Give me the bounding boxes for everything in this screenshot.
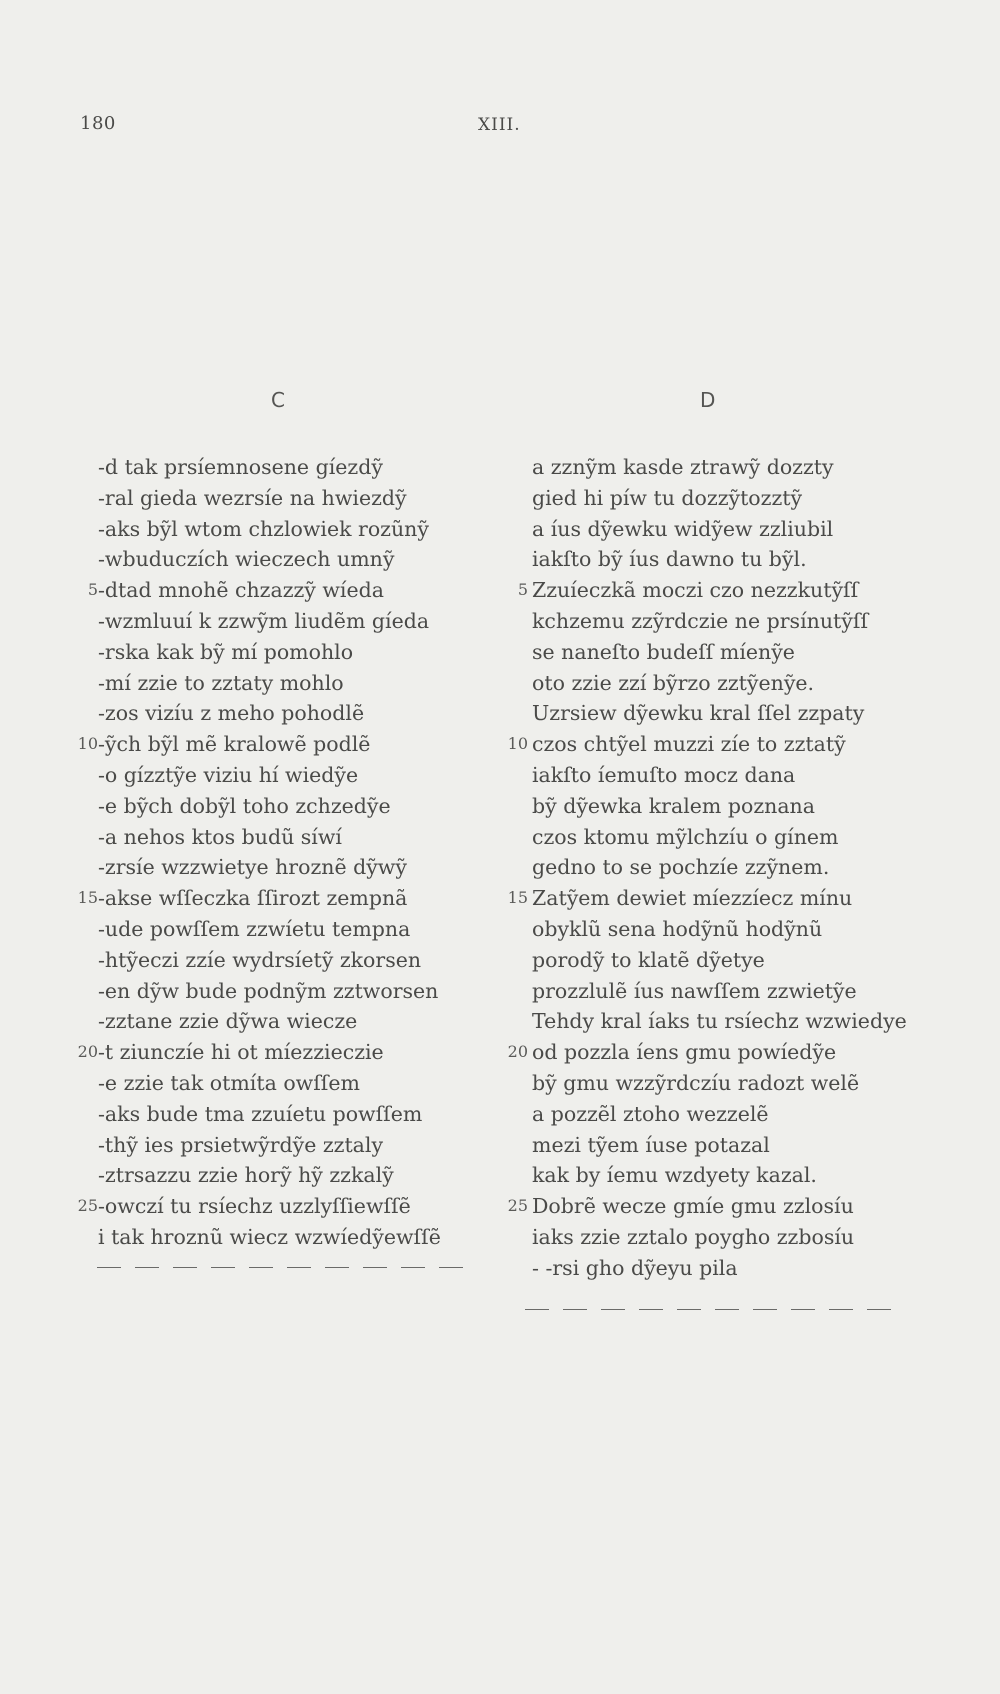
verse-line xyxy=(60,1099,480,1130)
verse-text: czos ktomu mỹlchzíu o gínem xyxy=(532,824,839,849)
verse-line xyxy=(60,852,480,883)
verse-line xyxy=(60,698,480,729)
verse-text: -en dỹw bude podnỹm zztworsen xyxy=(98,978,439,1003)
verse-text: -zrsíe wzzwietye hroznẽ dỹwỹ xyxy=(98,855,407,880)
verse-line xyxy=(500,575,920,606)
verse-text: -wzmluuí k zzwỹm liudẽm gíeda xyxy=(98,608,430,633)
verse-text: -akse wſſeczka ſſirozt zempnã xyxy=(98,886,408,911)
verse-line xyxy=(60,1191,480,1222)
verse-line xyxy=(60,514,480,545)
verse-text: -ude powſſem zzwíetu tempna xyxy=(98,916,411,941)
line-number: 20 xyxy=(77,1042,98,1062)
verse-text: -rska kak bỹ mí pomohlo xyxy=(98,639,354,664)
dash-separator-d xyxy=(525,1309,891,1310)
verse-text: obyklũ sena hodỹnũ hodỹnũ xyxy=(532,916,823,941)
verse-text: iakſto bỹ íus dawno tu bỹl. xyxy=(532,547,807,572)
verse-text: -mí zzie to zztaty mohlo xyxy=(98,670,344,695)
verse-text: Uzrsiew dỹewku kral ſſel zzpaty xyxy=(532,701,865,726)
verse-text: -zztane zzie dỹwa wiecze xyxy=(98,1009,358,1034)
verse-text: - -rsi gho dỹeyu pila xyxy=(532,1255,738,1280)
line-number: 15 xyxy=(77,888,98,908)
verse-text: -owczí tu rsíechz uzzlyſſiewſſẽ xyxy=(98,1194,411,1219)
line-number: 25 xyxy=(77,1196,98,1216)
verse-text: -thỹ ies prsietwỹrdỹe zztaly xyxy=(98,1132,384,1157)
verse-line xyxy=(60,1222,480,1253)
verse-line xyxy=(60,760,480,791)
verse-text: Dobrẽ wecze gmíe gmu zzlosíu xyxy=(532,1194,854,1219)
verse-line xyxy=(60,1160,480,1191)
line-number: 5 xyxy=(87,580,98,600)
verse-line xyxy=(500,698,920,729)
running-head: XIII. xyxy=(478,115,521,135)
verse-text: -ztrsazzu zzie horỹ hỹ zzkalỹ xyxy=(98,1163,394,1188)
verse-line xyxy=(500,668,920,699)
verse-line xyxy=(500,976,920,1007)
verse-line xyxy=(500,452,920,483)
verse-text: -zos vizíu z meho pohodlẽ xyxy=(98,701,365,726)
verse-text: -aks bỹl wtom chzlowiek rozũnỹ xyxy=(98,516,429,541)
verse-text: bỹ gmu wzzỹrdczíu radozt welẽ xyxy=(532,1070,860,1095)
verse-text: kak by íemu wzdyety kazal. xyxy=(532,1163,817,1188)
verse-text: Zatỹem dewiet míezzíecz mínu xyxy=(532,886,853,911)
verse-line xyxy=(60,575,480,606)
verse-text: porodỹ to klatẽ dỹetye xyxy=(532,947,765,972)
verse-text: -aks bude tma zzuíetu powſſem xyxy=(98,1101,423,1126)
verse-line xyxy=(60,483,480,514)
verse-line xyxy=(60,914,480,945)
verse-text: Zzuíeczkã moczi czo nezzkutỹſſ xyxy=(532,578,859,603)
verse-line xyxy=(500,1099,920,1130)
verse-line xyxy=(60,883,480,914)
verse-line xyxy=(60,1037,480,1068)
verse-text: -e bỹch dobỹl toho zchzedỹe xyxy=(98,793,391,818)
dash-separator-c xyxy=(97,1267,463,1268)
verse-text: -e zzie tak otmíta owſſem xyxy=(98,1070,360,1095)
verse-text: bỹ dỹewka kralem poznana xyxy=(532,793,815,818)
verse-line xyxy=(60,1068,480,1099)
verse-line xyxy=(500,945,920,976)
verse-line xyxy=(500,1160,920,1191)
verse-line xyxy=(500,637,920,668)
verse-line xyxy=(60,1130,480,1161)
verse-text: -ỹch bỹl mẽ kralowẽ podlẽ xyxy=(98,732,371,757)
column-heading-c: C xyxy=(271,388,285,412)
verse-line xyxy=(60,1006,480,1037)
verse-line xyxy=(500,514,920,545)
column-heading-d: D xyxy=(700,388,716,412)
verse-text: a pozzẽl ztoho wezzelẽ xyxy=(532,1101,769,1126)
verse-line xyxy=(60,606,480,637)
verse-line xyxy=(60,791,480,822)
verse-text: -a nehos ktos budũ síwí xyxy=(98,824,342,849)
verse-line xyxy=(500,729,920,760)
verse-line xyxy=(60,822,480,853)
line-number: 10 xyxy=(77,734,98,754)
verse-line xyxy=(500,883,920,914)
verse-text: -wbuduczích wieczech umnỹ xyxy=(98,547,395,572)
verse-line xyxy=(500,483,920,514)
verse-line xyxy=(500,1130,920,1161)
verse-text: -dtad mnohẽ chzazzỹ wíeda xyxy=(98,578,384,603)
verse-text: se naneſto budeſſ míenỹe xyxy=(532,639,795,664)
verse-line xyxy=(500,791,920,822)
verse-text: i tak hroznũ wiecz wzwíedỹewſſẽ xyxy=(98,1224,441,1249)
verse-line xyxy=(500,1037,920,1068)
verse-line xyxy=(500,1068,920,1099)
verse-line xyxy=(500,1222,920,1253)
verse-line xyxy=(500,852,920,883)
verse-line xyxy=(60,976,480,1007)
verse-line xyxy=(500,544,920,575)
verse-line xyxy=(60,637,480,668)
line-number: 25 xyxy=(507,1196,528,1216)
verse-text: Tehdy kral íaks tu rsíechz wzwiedye xyxy=(532,1009,907,1034)
line-number: 20 xyxy=(507,1042,528,1062)
verse-text: oto zzie zzí bỹrzo zztỹenỹe. xyxy=(532,670,815,695)
verse-line xyxy=(500,822,920,853)
verse-text: a zznỹm kasde ztrawỹ dozzty xyxy=(532,455,834,479)
verse-line xyxy=(500,1006,920,1037)
line-number: 15 xyxy=(507,888,528,908)
verse-line xyxy=(60,729,480,760)
verse-text: gedno to se pochzíe zzỹnem. xyxy=(532,855,830,880)
verse-line xyxy=(60,452,480,483)
verse-text: gied hi píw tu dozzỹtozztỹ xyxy=(532,485,803,510)
verse-line xyxy=(500,1191,920,1222)
verse-line xyxy=(60,945,480,976)
verse-text: -o gízztỹe viziu hí wiedỹe xyxy=(98,762,359,787)
verse-line xyxy=(60,668,480,699)
verse-line xyxy=(60,544,480,575)
verse-line xyxy=(500,760,920,791)
verse-text: -d tak prsíemnosene gíezdỹ xyxy=(98,455,383,479)
verse-text: a íus dỹewku widỹew zzliubil xyxy=(532,516,834,541)
line-number: 10 xyxy=(507,734,528,754)
verse-text: iakſto íemuſto mocz dana xyxy=(532,762,796,787)
page-number: 180 xyxy=(80,113,116,134)
verse-text: czos chtỹel muzzi zíe to zztatỹ xyxy=(532,732,846,757)
verse-line xyxy=(500,914,920,945)
verse-text: -t ziunczíe hi ot míezzieczie xyxy=(98,1040,384,1065)
verse-text: od pozzla íens gmu powíedỹe xyxy=(532,1040,837,1065)
verse-line xyxy=(500,606,920,637)
verse-text: -htỹeczi zzíe wydrsíetỹ zkorsen xyxy=(98,947,422,972)
line-number: 5 xyxy=(517,580,528,600)
verse-text: iaks zzie zztalo poygho zzbosíu xyxy=(532,1224,855,1249)
verse-line xyxy=(500,1253,920,1284)
verse-text: mezi tỹem íuse potazal xyxy=(532,1132,770,1157)
column-c xyxy=(60,452,480,1253)
column-d xyxy=(500,452,920,1284)
verse-text: -ral gieda wezrsíe na hwiezdỹ xyxy=(98,485,407,510)
verse-text: kchzemu zzỹrdczie ne prsínutỹſſ xyxy=(532,608,869,633)
verse-text: prozzlulẽ íus nawſſem zzwietỹe xyxy=(532,978,857,1003)
